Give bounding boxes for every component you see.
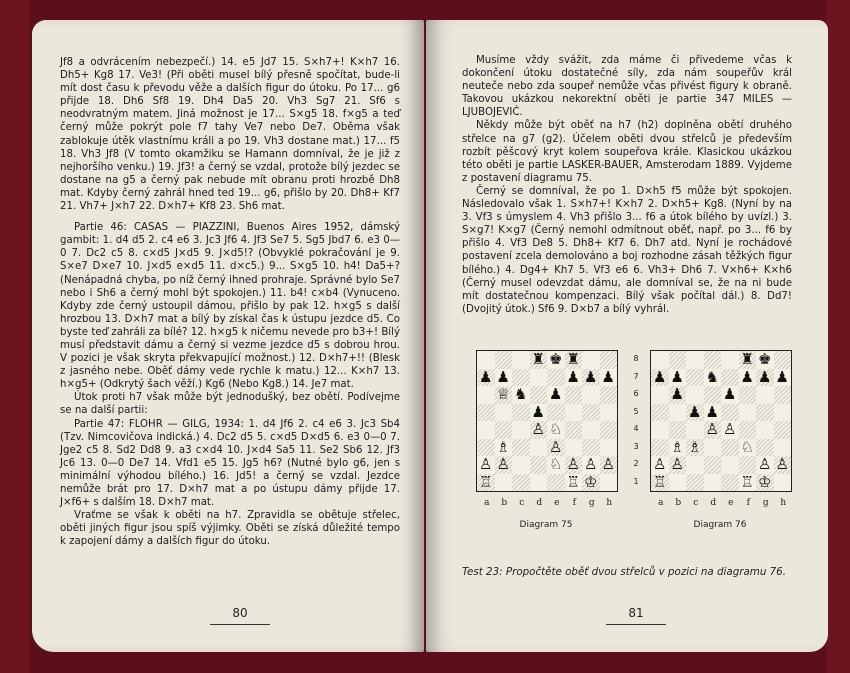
diagrams xyxy=(476,350,789,530)
chess-piece-icon: ♙ xyxy=(479,455,493,473)
board-square xyxy=(774,351,792,369)
left-text-column xyxy=(60,56,400,548)
board-square xyxy=(547,404,565,422)
board-square xyxy=(530,456,548,474)
chess-piece-icon: ♚ xyxy=(758,350,772,368)
rank-label: 2 xyxy=(633,459,639,468)
file-label: e xyxy=(554,498,560,508)
file-label: a xyxy=(484,498,490,508)
file-label: c xyxy=(519,498,525,508)
chess-piece-icon: ♟ xyxy=(566,367,580,386)
board-square xyxy=(704,386,722,404)
board-square xyxy=(565,386,583,404)
board-square xyxy=(686,474,704,492)
chess-piece-icon: ♙ xyxy=(705,420,719,438)
chess-piece-icon: ♗ xyxy=(670,437,684,456)
board-square xyxy=(495,351,513,369)
board-square xyxy=(600,386,618,404)
chess-piece-icon: ♞ xyxy=(705,367,719,386)
board-square xyxy=(600,404,618,422)
chess-piece-icon: ♖ xyxy=(479,472,493,491)
diagram-caption: Diagram 76 xyxy=(693,520,747,530)
board-square xyxy=(495,421,513,439)
chess-piece-icon: ♟ xyxy=(775,367,789,386)
chess-piece-icon: ♟ xyxy=(705,402,719,421)
file-label: f xyxy=(746,498,750,508)
board-square xyxy=(600,351,618,369)
chess-piece-icon: ♟ xyxy=(670,367,684,386)
board-square xyxy=(774,421,792,439)
page-number: 80 xyxy=(232,606,248,620)
chess-piece-icon: ♟ xyxy=(479,367,493,386)
board-square xyxy=(512,474,530,492)
test-caption: Test 23: Propočtěte oběť dvou střelců v pozici na diagramu 76. xyxy=(462,566,786,578)
board-square xyxy=(477,404,495,422)
board-square xyxy=(774,439,792,457)
paragraph: Vraťme se však k oběti na h7. Zpravidla se obětuje střelec, oběti jiných figur jsou spíš výjimky. Oběti se získá důležité tempo k zapojení dámy a dalších figur do útoku. xyxy=(60,510,400,548)
chess-piece-icon: ♕ xyxy=(496,385,510,403)
board-square xyxy=(651,351,669,369)
board-square xyxy=(512,369,530,387)
board-square xyxy=(756,439,774,457)
board-square xyxy=(686,369,704,387)
board-square xyxy=(669,421,687,439)
board-square xyxy=(582,386,600,404)
board-square xyxy=(669,404,687,422)
board-square xyxy=(721,474,739,492)
file-label: g xyxy=(588,498,595,508)
chess-piece-icon: ♚ xyxy=(549,350,563,368)
board-square xyxy=(739,456,757,474)
board-square xyxy=(512,456,530,474)
board-square xyxy=(739,386,757,404)
board-square xyxy=(512,439,530,457)
board-square xyxy=(669,351,687,369)
chess-piece-icon: ♙ xyxy=(549,437,563,456)
paragraph: Partie 47: FLOHR — GILG, 1934: 1. d4 Jf6 2. c4 e6 3. Jc3 Sb4 (Tzv. Nimcovičova indická.) 4. Dc2 d5 5. c×d5 D×d5 6. e3 0—0 7. Jge2 c5 8. Sd2 Dd8 9. a3 c×d4 10. J×d4 Sa5 11. Se2 Sb6 12. Jf3 Jc6 13. 0—0 De7 14. Vfd1 e5 15. Jg5 h6? (Nutné bylo g6, jen s minimální výhodou bílého.) 16. Jd5! a černý se vzdal. Jezdce nemůže brát pro 17. D×h7 mat a po ústupu dámy přijde 17. J×f6+ s dalším 18. D×h7 mat. xyxy=(60,418,400,509)
rank-label: 7 xyxy=(633,371,639,381)
chess-piece-icon: ♘ xyxy=(549,420,563,438)
board-square xyxy=(582,351,600,369)
board-square xyxy=(651,439,669,457)
file-label: d xyxy=(536,498,543,508)
file-label: f xyxy=(572,498,576,508)
chess-piece-icon: ♘ xyxy=(740,437,754,456)
board-square xyxy=(651,421,669,439)
board-square xyxy=(582,439,600,457)
file-label: c xyxy=(693,498,699,508)
chess-piece-icon: ♖ xyxy=(653,472,667,491)
board-square xyxy=(756,421,774,439)
chess-piece-icon: ♗ xyxy=(688,437,702,456)
chess-piece-icon: ♟ xyxy=(549,385,563,403)
board-square xyxy=(547,369,565,387)
board-square xyxy=(565,421,583,439)
board-square xyxy=(651,386,669,404)
board-square xyxy=(600,439,618,457)
chess-piece-icon: ♙ xyxy=(723,420,737,438)
book-cover-left xyxy=(0,0,30,673)
board-square xyxy=(774,474,792,492)
file-label: a xyxy=(658,498,664,508)
right-text-column xyxy=(462,54,792,316)
board-square xyxy=(721,404,739,422)
file-label: e xyxy=(728,498,734,508)
chess-piece-icon: ♙ xyxy=(775,455,789,473)
paragraph: Jf8 a odvrácením nebezpečí.) 14. e5 Jd7 15. S×h7+! K×h7 16. Dh5+ Kg8 17. Ve3! (Při oběti musel bílý přesně spočítat, bude-li mít dost času k převodu věže a dalších figur do útoku. Po 17... g6 přijde 18. Dh6 Sf8 19. Dh4 Da5 20. Vh3 Sg7 21. Sf6 s neodvratným matem. Jiná možnost je 17... S×g5 18. f×g5 a teď černý může pokrýt pole f7 tahy Ve7 nebo De7. Oběma však zablokuje útěk vlastnímu králi a po 19. Vh3 dostane mat.) 17... f5 18. Vh3 Jf8 (V tomto okamžiku se Hamann domníval, že je již z nejhoršího venku.) 19. Jf3! a černý se vzdal, protože bílý jezdec se dostane na g5 a černý pak nebude mít obranu proti hrozbě Dh8 mat. Kdyby černý zahrál hned ted 19... g6, přišlo by 20. Dh8+ Kf7 21. Vh7+ J×h7 22. D×h7+ Kf8 23. Sh6 mat. xyxy=(60,57,400,213)
file-label: h xyxy=(606,498,613,508)
board-square xyxy=(477,351,495,369)
board-square xyxy=(512,421,530,439)
book-cover-right xyxy=(826,0,850,673)
file-label: b xyxy=(675,498,682,508)
page-number-rule xyxy=(606,624,666,625)
chess-piece-icon: ♖ xyxy=(740,472,754,491)
board-square xyxy=(686,421,704,439)
chess-piece-icon: ♙ xyxy=(566,455,580,473)
paragraph: Černý se domníval, že po 1. D×h5 f5 může být spokojen. Následovalo však 1. S×h7+! K×h7 2. D×h5+ Kg8. (Nyní by na 3. Vf3 s úmyslem 4. Vh3 přišlo 3... f6 a útok bílého by uvízl.) 3. S×g7! K×g7 (Černý nemohl odmítnout oběť, např. po 3... f6 by přišlo 4. Vf3 De8 5. Dh8+ Kf7 6. Dh7 atd. Nyní je rochádové postavení zcela demolováno a boj rozhodne zásah těžkých figur bílého.) 4. Dg4+ Kh7 5. Vf3 e6 6. Vh3+ Dh6 7. V×h6+ K×h6 (Černý musel odevzdat dámu, ale domníval se, že na ni bude mít dostatečnou kompenzaci. Bílý však počítal dál.) 8. Dd7! (Dvojitý útok.) Sf6 9. D×b7 a bílý vyhrál. xyxy=(462,185,792,315)
board-square xyxy=(704,439,722,457)
chess-piece-icon: ♟ xyxy=(723,385,737,403)
rank-label: 5 xyxy=(633,406,639,416)
board-square xyxy=(704,474,722,492)
chess-piece-icon: ♟ xyxy=(584,367,598,386)
chess-piece-icon: ♟ xyxy=(653,367,667,386)
board-square xyxy=(530,386,548,404)
board-square xyxy=(686,351,704,369)
paragraph: Někdy může být oběť na h7 (h2) doplněna obětí druhého střelce na g7 (g2). Účelem oběti dvou střelců je především rozbít pěšcový kryt kolem soupeřova krále. Klasickou ukázkou této oběti je partie LASKER-BAUER, Amsterodam 1889. Vyjdeme z postavení diagramu 75. xyxy=(462,120,792,184)
paragraph: Útok proti h7 však může být jednodušký, bez obětí. Podívejme se na další partii: xyxy=(60,392,400,417)
paragraph: Musíme vždy svážit, zda máme či přivedeme včas k dokončení útoku dostatečné síly, zda nám soupeřův král neuteče nebo zda soupeř nemůže včas přivést figury k obraně. Takovou ukázkou nekorektní oběti je partie 347 MILES — LJUBOJEVIĆ. xyxy=(462,55,792,119)
board-square xyxy=(651,404,669,422)
board-square xyxy=(686,386,704,404)
chess-piece-icon: ♖ xyxy=(566,472,580,491)
board-square xyxy=(477,421,495,439)
chess-piece-icon: ♟ xyxy=(688,402,702,421)
board-square xyxy=(704,456,722,474)
chess-piece-icon: ♟ xyxy=(740,367,754,386)
file-label: h xyxy=(780,498,787,508)
chess-diagram-76 xyxy=(650,350,792,492)
board-square xyxy=(530,474,548,492)
board-square xyxy=(582,421,600,439)
chess-piece-icon: ♙ xyxy=(758,455,772,473)
chess-piece-icon: ♔ xyxy=(584,472,598,491)
chess-diagram-75 xyxy=(476,350,618,492)
paragraph: Partie 46: CASAS — PIAZZINI, Buenos Aires 1952, dámský gambit: 1. d4 d5 2. c4 e6 3. Jc3 Jf6 4. Jf3 Se7 5. Sg5 Jbd7 6. e3 0—0 7. Dc2 c5 8. c×d5 J×d5 9. J×d5!? (Obvyklé pokračování je 9. S×e7 D×e7 10. J×d5 e×d5 11. d×c5.) 9... S×g5 10. h4! Da5+? (Nenápadná chyba, po níž černý ihned prohraje. Správné bylo Se7 nebo i Sh6 a černý mohl být spokojen.) 11. b4! c×b4 (Vynuceno. Kdyby zde černý ustoupil dámou, přišlo by pak 12. h×g5 s další hrozbou 13. D×h7 mat a bílý by získal čas k ústupu jezdce d5. Co byste teď zahráli za bílé? 12. h×g5 k ničemu nevede pro b3+! Bílý musí představit dámu a černý si vezme jezdce d5 s dobrou hrou. V pozici je však skryta překvapující možnost.) 12. D×h7+!! (Blesk z jasného nebe. Oběť dámy vede rychle k matu.) 12... K×h7 13. h×g5+ (Odkrytý šach věží.) Kg6 (Nebo Kg8.) 14. Je7 mat. xyxy=(60,222,400,391)
chess-piece-icon: ♜ xyxy=(566,350,580,368)
board-square xyxy=(756,404,774,422)
chess-piece-icon: ♟ xyxy=(758,367,772,386)
board-square xyxy=(495,474,513,492)
chess-piece-icon: ♜ xyxy=(740,350,754,368)
chess-piece-icon: ♙ xyxy=(584,455,598,473)
rank-label: 1 xyxy=(633,476,639,486)
board-square xyxy=(512,404,530,422)
chess-piece-icon: ♙ xyxy=(601,455,615,473)
board-square xyxy=(477,386,495,404)
chess-piece-icon: ♗ xyxy=(496,437,510,456)
chess-piece-icon: ♙ xyxy=(653,455,667,473)
chess-piece-icon: ♙ xyxy=(670,455,684,473)
board-square xyxy=(530,369,548,387)
left-page xyxy=(32,20,424,652)
board-square xyxy=(739,404,757,422)
board-square xyxy=(495,404,513,422)
board-square xyxy=(530,439,548,457)
diagram-caption: Diagram 75 xyxy=(519,520,573,530)
rank-label: 8 xyxy=(633,354,639,363)
chess-piece-icon: ♙ xyxy=(496,455,510,473)
board-square xyxy=(565,404,583,422)
board-square xyxy=(721,369,739,387)
board-square xyxy=(477,439,495,457)
board-square xyxy=(774,386,792,404)
file-label: g xyxy=(762,498,769,508)
board-square xyxy=(512,351,530,369)
rank-label: 4 xyxy=(633,424,639,433)
board-square xyxy=(565,439,583,457)
board-square xyxy=(721,439,739,457)
file-label: d xyxy=(710,498,717,508)
chess-piece-icon: ♟ xyxy=(601,367,615,386)
board-square xyxy=(600,474,618,492)
chess-piece-icon: ♟ xyxy=(670,385,684,403)
file-label: b xyxy=(501,498,508,508)
rank-label: 6 xyxy=(633,389,639,398)
board-square xyxy=(721,456,739,474)
board-square xyxy=(774,404,792,422)
chess-piece-icon: ♞ xyxy=(514,385,528,403)
board-square xyxy=(547,474,565,492)
page-number-rule xyxy=(210,624,270,625)
chess-piece-icon: ♟ xyxy=(496,367,510,386)
board-square xyxy=(686,456,704,474)
chess-piece-icon: ♟ xyxy=(531,402,545,421)
board-square xyxy=(669,474,687,492)
chess-piece-icon: ♘ xyxy=(549,455,563,473)
chess-piece-icon: ♔ xyxy=(758,472,772,491)
right-page xyxy=(426,20,828,652)
chess-piece-icon: ♙ xyxy=(531,420,545,438)
board-square xyxy=(756,386,774,404)
rank-label: 3 xyxy=(633,441,639,451)
page-number: 81 xyxy=(628,606,644,620)
board-square xyxy=(739,421,757,439)
board-square xyxy=(600,421,618,439)
board-square xyxy=(582,404,600,422)
board-square xyxy=(704,351,722,369)
board-square xyxy=(721,351,739,369)
chess-piece-icon: ♜ xyxy=(531,350,545,368)
